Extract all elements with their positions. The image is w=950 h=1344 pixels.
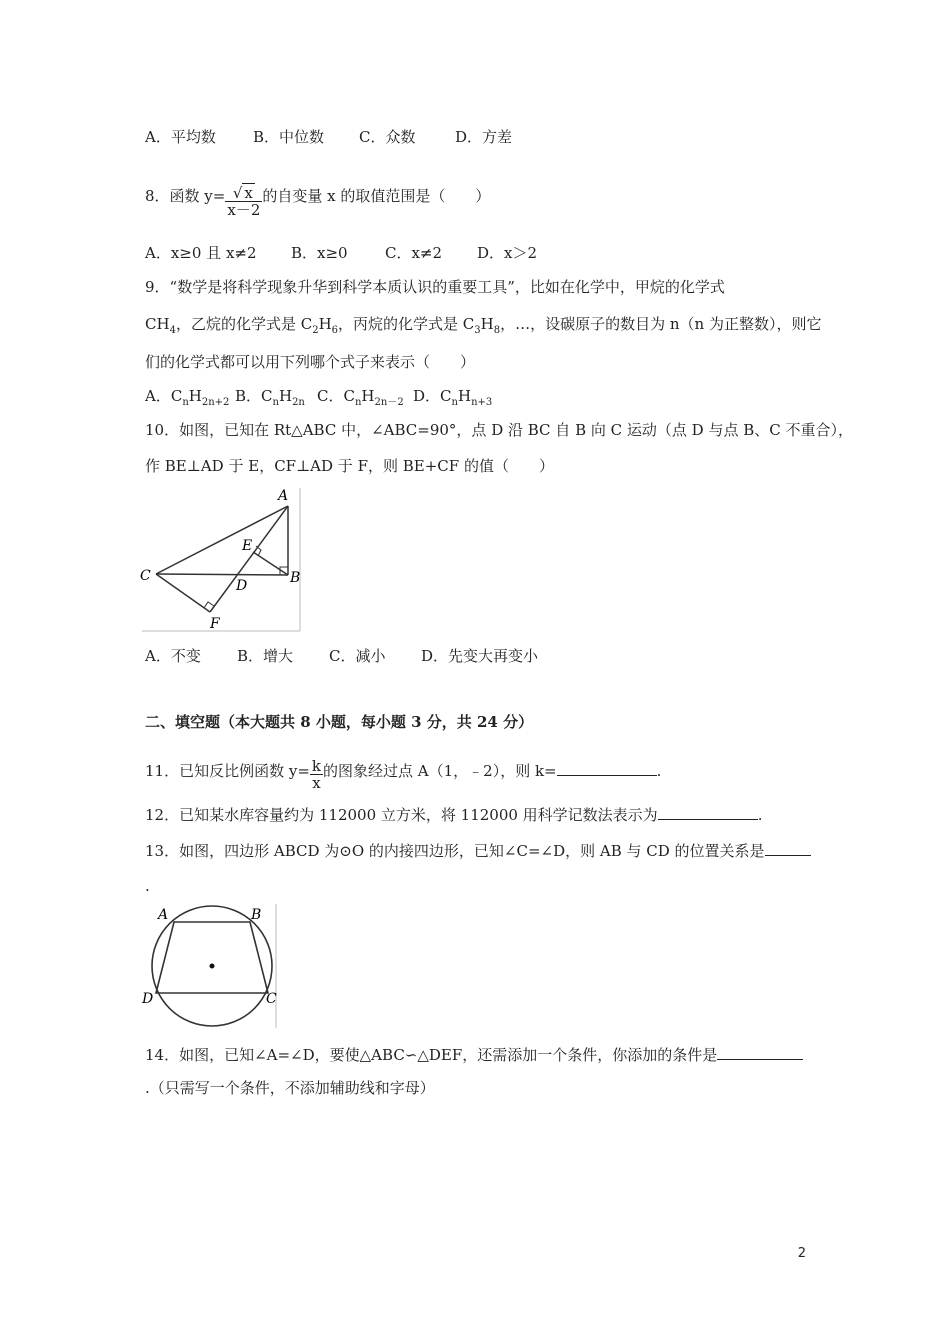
q8-option-c: C．x≠2	[385, 244, 443, 262]
q10-option-d: D．先变大再变小	[421, 647, 539, 665]
q11-suffix: 的图象经过点 A（1，﹣2），则 k=	[323, 762, 557, 780]
q8-option-a: A．x≥0 且 x≠2	[145, 244, 257, 262]
q8-option-b: B．x≥0	[291, 244, 348, 262]
q11-numerator: k	[311, 757, 321, 775]
q10-segment-cb	[156, 574, 288, 575]
q8-stem	[145, 185, 490, 218]
q10-segment-cf	[156, 574, 210, 612]
q14-line-1	[145, 1043, 803, 1066]
q8-options	[145, 242, 537, 264]
q8-denominator: x－2	[227, 201, 261, 219]
q13-label-a: A	[158, 907, 169, 923]
q10-line-1: 10．如图，已知在 Rt△ABC 中，∠ABC=90°，点 D 沿 BC 自 B 向 C 运动（点 D 与点 B、C 不重合），	[145, 421, 853, 439]
q7-option-c: C．众数	[359, 128, 416, 146]
q12-answer-blank[interactable]	[658, 803, 758, 820]
q10-line-2: 作 BE⊥AD 于 E，CF⊥AD 于 F，则 BE+CF 的值（ ）	[145, 457, 554, 475]
q14-text: 14．如图，已知∠A=∠D，要使△ABC∽△DEF，还需添加一个条件，你添加的条件是	[145, 1046, 718, 1064]
q8-option-d: D．x＞2	[477, 244, 538, 262]
q10-label-f: F	[210, 616, 220, 632]
q14-answer-blank[interactable]	[717, 1043, 803, 1060]
q7-option-a: A．平均数	[145, 128, 216, 146]
q7-options	[145, 126, 512, 148]
section-2-title: 二、填空题（本大题共 8 小题，每小题 3 分，共 24 分）	[145, 713, 534, 731]
q9-options	[145, 385, 492, 414]
q13-end: .	[145, 877, 150, 895]
q13-figure	[140, 902, 282, 1030]
q13-stem	[145, 839, 811, 862]
q8-fraction: $\frac{√ x}{x-2}$	[227, 184, 261, 219]
q13-text: 13．如图，四边形 ABCD 为⊙O 的内接四边形，已知∠C=∠D，则 AB 与 CD 的位置关系是	[145, 842, 765, 860]
q10-label-b: B	[290, 570, 301, 586]
q10-right-angle-f	[204, 602, 214, 608]
q9-option-b: B．$C_nH_{2n}$	[235, 387, 305, 408]
q9-option-c: C．$C_nH_{2n-2}$	[317, 387, 404, 408]
q9-line-3: 们的化学式都可以用下列哪个式子来表示（ ）	[145, 353, 476, 371]
q10-option-b: B．增大	[237, 647, 294, 665]
q9-option-a: A．$C_nH_{2n+2}$	[145, 387, 230, 408]
q13-label-b: B	[251, 907, 262, 923]
q10-options	[145, 645, 538, 667]
q11-prefix: 11．已知反比例函数 y=	[145, 762, 310, 780]
q11-fraction	[310, 758, 323, 791]
q8-numerator: x	[244, 184, 253, 202]
q9-line-2: $CH_4$，乙烷的化学式是 $C_2H_6$，丙烷的化学式是 $C_3H_8$，…，设碳原子的数目为 n（n 为正整数），则它	[145, 315, 822, 336]
q13-answer-blank[interactable]	[765, 839, 811, 856]
q10-label-c: C	[140, 568, 151, 584]
q10-segment-ac	[156, 506, 288, 574]
q13-label-d: D	[142, 991, 154, 1007]
q7-option-d: D．方差	[455, 128, 513, 146]
q10-label-a: A	[278, 488, 289, 504]
q13-label-c: C	[266, 991, 277, 1007]
q12-stem: 12．已知某水库容量约为 112000 立方米，将 112000 用科学记数法表示为 .	[145, 803, 762, 826]
q8-suffix: 的自变量 x 的取值范围是（ ）	[262, 187, 491, 205]
q10-option-a: A．不变	[145, 647, 201, 665]
q14-line-2: .（只需写一个条件，不添加辅助线和字母）	[145, 1079, 435, 1097]
q11-denominator: x	[312, 774, 321, 792]
q10-segment-af	[210, 506, 288, 612]
q8-prefix: 8．函数 y=	[145, 187, 226, 205]
q9-line-1: 9．“数学是将科学现象升华到科学本质认识的重要工具”，比如在化学中，甲烷的化学式	[145, 278, 725, 296]
q7-option-b: B．中位数	[253, 128, 325, 146]
q13-center-point	[210, 964, 215, 969]
q9-option-d: D．$C_nH_{n+3}$	[413, 387, 493, 408]
page-number: 2	[797, 1246, 806, 1261]
q11-answer-blank[interactable]	[557, 759, 657, 776]
q13-quadrilateral-abcd	[156, 922, 268, 993]
q11-stem: 11．已知反比例函数 y= $\frac{k}{x}$ 的图象经过点 A（1，﹣2），则 k= .	[145, 757, 662, 792]
q10-option-c: C．减小	[329, 647, 386, 665]
q10-figure	[140, 486, 305, 636]
q10-label-e: E	[242, 538, 253, 554]
q10-label-d: D	[236, 578, 248, 594]
q12-text: 12．已知某水库容量约为 112000 立方米，将 112000 用科学记数法表示为	[145, 806, 658, 824]
